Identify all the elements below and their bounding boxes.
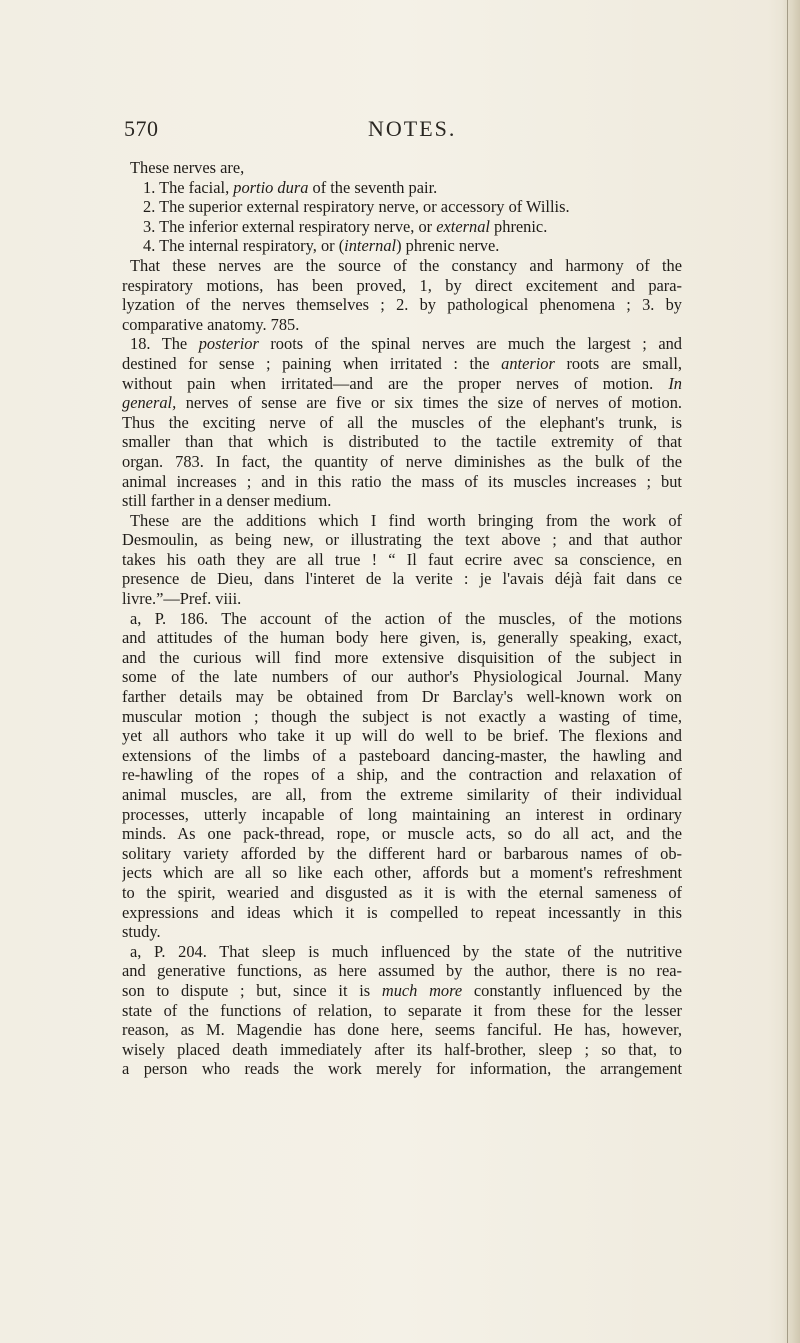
text-line: 1. The facial, portio dura of the seventh pair. xyxy=(143,177,438,197)
page-header xyxy=(124,116,684,150)
page-number: 570 xyxy=(124,116,159,141)
text-line: lyzation of the nerves themselves ; 2. by pathological phenomena ; 3. by xyxy=(122,295,682,315)
text-line: general, nerves of sense are five or six times the size of nerves of motion. xyxy=(122,393,682,413)
text-line: animal increases ; and in this ratio the mass of its muscles increases ; but xyxy=(122,471,682,491)
text-line: That these nerves are the source of the constancy and harmony of the xyxy=(130,255,682,275)
text-line: a, P. 204. That sleep is much influenced by the state of the nutritive xyxy=(130,941,682,961)
text-line: re-hawling of the ropes of a ship, and the contraction and relaxation of xyxy=(122,765,682,785)
text-line: organ. 783. In fact, the quantity of nerve diminishes as the bulk of the xyxy=(122,451,682,471)
text-line: smaller than that which is distributed to the tactile extremity of that xyxy=(122,432,682,452)
text-line: state of the functions of relation, to separate it from these for the lesser xyxy=(122,1000,682,1020)
text-line: farther details may be obtained from Dr Barclay's well-known work on xyxy=(122,687,682,707)
text-line: destined for sense ; paining when irritated : the anterior roots are small, xyxy=(122,353,682,373)
text-line: son to dispute ; but, since it is much more constantly influenced by the xyxy=(122,980,682,1000)
text-line: study. xyxy=(122,922,161,942)
text-line: jects which are all so like each other, affords but a moment's refreshment xyxy=(122,863,682,883)
text-line: 4. The internal respiratory, or (internal) phrenic nerve. xyxy=(143,236,500,256)
text-line: takes his oath they are all true ! “ Il faut ecrire avec sa conscience, en xyxy=(122,549,682,569)
text-line: to the spirit, wearied and disgusted as it is with the eternal sameness of xyxy=(122,882,682,902)
text-line: expressions and ideas which it is compelled to repeat incessantly in this xyxy=(122,902,682,922)
text-line: reason, as M. Magendie has done here, seems fanciful. He has, however, xyxy=(122,1020,682,1040)
text-line: without pain when irritated—and are the proper nerves of motion. In xyxy=(122,373,682,393)
text-line: a, P. 186. The account of the action of the muscles, of the motions xyxy=(130,608,682,628)
text-line: a person who reads the work merely for information, the arrangement xyxy=(122,1059,682,1079)
text-line: 2. The superior external respiratory nerve, or accessory of Willis. xyxy=(143,197,570,217)
text-line: yet all authors who take it up will do well to be brief. The flexions and xyxy=(122,726,682,746)
text-line: and generative functions, as here assumed by the author, there is no rea- xyxy=(122,961,682,981)
text-line: These are the additions which I find worth bringing from the work of xyxy=(130,510,682,530)
running-head: NOTES. xyxy=(368,116,457,141)
text-line: some of the late numbers of our author's Physiological Journal. Many xyxy=(122,667,682,687)
text-line: These nerves are, xyxy=(130,158,245,177)
text-line: muscular motion ; though the subject is not exactly a wasting of time, xyxy=(122,706,682,726)
page-edge-shadow xyxy=(782,0,800,1343)
page-edge-line xyxy=(787,0,788,1343)
text-line: minds. As one pack-thread, rope, or muscle acts, so do all act, and the xyxy=(122,824,682,844)
text-line: processes, utterly incapable of long maintaining an interest in ordinary xyxy=(122,804,682,824)
notes-body-text xyxy=(122,158,682,1079)
text-line: solitary variety afforded by the different hard or barbarous names of ob- xyxy=(122,843,682,863)
text-line: 3. The inferior external respiratory nerve, or external phrenic. xyxy=(143,216,548,236)
text-line: presence de Dieu, dans l'interet de la verite : je l'avais déjà fait dans ce xyxy=(122,569,682,589)
text-line: livre.”—Pref. viii. xyxy=(122,589,242,609)
text-line: Desmoulin, as being new, or illustrating the text above ; and that author xyxy=(122,530,682,550)
text-line: and the curious will find more extensive disquisition of the subject in xyxy=(122,647,682,667)
text-line: wisely placed death immediately after its half-brother, sleep ; so that, to xyxy=(122,1039,682,1059)
text-line: 18. The posterior roots of the spinal nerves are much the largest ; and xyxy=(130,334,682,354)
text-line: comparative anatomy. 785. xyxy=(122,314,300,334)
text-line: animal muscles, are all, from the extreme similarity of their individual xyxy=(122,785,682,804)
text-line: extensions of the limbs of a pasteboard dancing-master, the hawling and xyxy=(122,745,682,765)
text-line: Thus the exciting nerve of all the muscles of the elephant's trunk, is xyxy=(122,412,682,432)
text-line: still farther in a denser medium. xyxy=(122,491,332,511)
text-line: respiratory motions, has been proved, 1, by direct excitement and para- xyxy=(122,275,682,295)
text-line: and attitudes of the human body here given, is, generally speaking, exact, xyxy=(122,628,682,648)
